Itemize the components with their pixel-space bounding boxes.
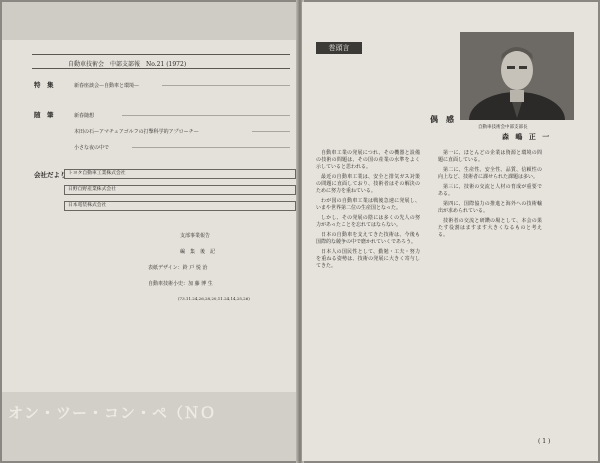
section-label-feature: 特 集	[34, 81, 54, 89]
paragraph: 第一に、ほとんどの企業は資源と環境の問題に直面している。	[438, 150, 542, 163]
author-photo	[460, 32, 574, 120]
paragraph: 日本の自動車を支えてきた技術は、今後も国際的な競争の中で磨かれていくであろう。	[316, 232, 420, 245]
leader	[122, 115, 290, 116]
toc-entry: 小さな夜の中で	[74, 145, 110, 151]
section-label-essay: 随 筆	[34, 111, 54, 119]
author-name: 森 嶋 正 一	[502, 132, 552, 141]
paragraph: 第二に、生産性、安全性、品質、信頼性の向上など、技術者に課せられた課題は多い。	[438, 167, 542, 180]
header-rule	[32, 54, 290, 55]
company-box: トヨタ自動車工業株式会社	[64, 169, 296, 179]
toc-entry: 本田の石—アマチュアゴルフの打撃科学的アプローチ—	[74, 129, 199, 135]
paragraph: 最近の自動車工業は、安全と排気ガス対策の問題に直面しており、技術者はその解決のために努力を重ねている。	[316, 174, 420, 194]
leader	[162, 85, 290, 86]
header-rule-bottom	[32, 68, 290, 69]
paragraph: 第四に、国際協力の推進と海外への技術輸出が求められている。	[438, 201, 542, 214]
leader	[132, 147, 290, 148]
article-title: 偶 感	[430, 114, 454, 124]
paragraph: 第三に、技術の交流と人材の育成が重要である。	[438, 184, 542, 197]
issue-header: 自動車技術会 中部支部報 No.21 (1972)	[68, 61, 187, 68]
section-label-company: 会社だより	[34, 171, 67, 179]
toc-entry: 新春随想	[74, 113, 95, 119]
bottom-band: オン・ツー・コン・ペ（ＮＯ	[2, 392, 298, 461]
author-role: 自動車技術会中部支部長	[478, 125, 528, 130]
date-line: (73.11.24,26,28,20,11.24,14,25,26)	[178, 296, 250, 301]
paragraph: 技術者の交流と研鑽の場として、本会の果たす役割はますます大きくなるものと考える。	[438, 218, 542, 238]
leader	[252, 131, 290, 132]
text-column-left	[316, 150, 420, 273]
paragraph: わが国の自動車工業は戦後急速に発展し、いまや世界第二位の生産国となった。	[316, 198, 420, 211]
text-column-right	[438, 150, 542, 242]
top-band	[2, 2, 298, 40]
paragraph: 日本人の国民性として、勤勉・工夫・努力を重ねる姿勢は、技術の発展に大きく寄与してきた。	[316, 249, 420, 269]
right-page	[302, 2, 598, 461]
toc-entry: 新春座談会—自動車と環境—	[74, 83, 140, 89]
page-number: ( 1 )	[538, 438, 551, 445]
staff-line: 自動車技術小史：加 藤 博 生	[148, 281, 213, 287]
staff-line: 編 集 後 記	[180, 249, 216, 255]
staff-line: 表紙デザイン：鈴 戸 悦 治	[148, 265, 208, 271]
left-page	[2, 2, 298, 461]
section-tag: 巻頭言	[316, 42, 362, 54]
paragraph: しかし、その発展の陰には多くの先人の努力があったことを忘れてはならない。	[316, 215, 420, 228]
paragraph: 自動車工業の発展につれ、その機器と設備の技術の問題は、その国の産業の水準をよく示していると思われる。	[316, 150, 420, 170]
company-box: 日本電装株式会社	[64, 201, 296, 211]
company-box: 日野自野産業株式会社	[64, 185, 296, 195]
staff-line: 支部事業報告	[180, 233, 211, 239]
